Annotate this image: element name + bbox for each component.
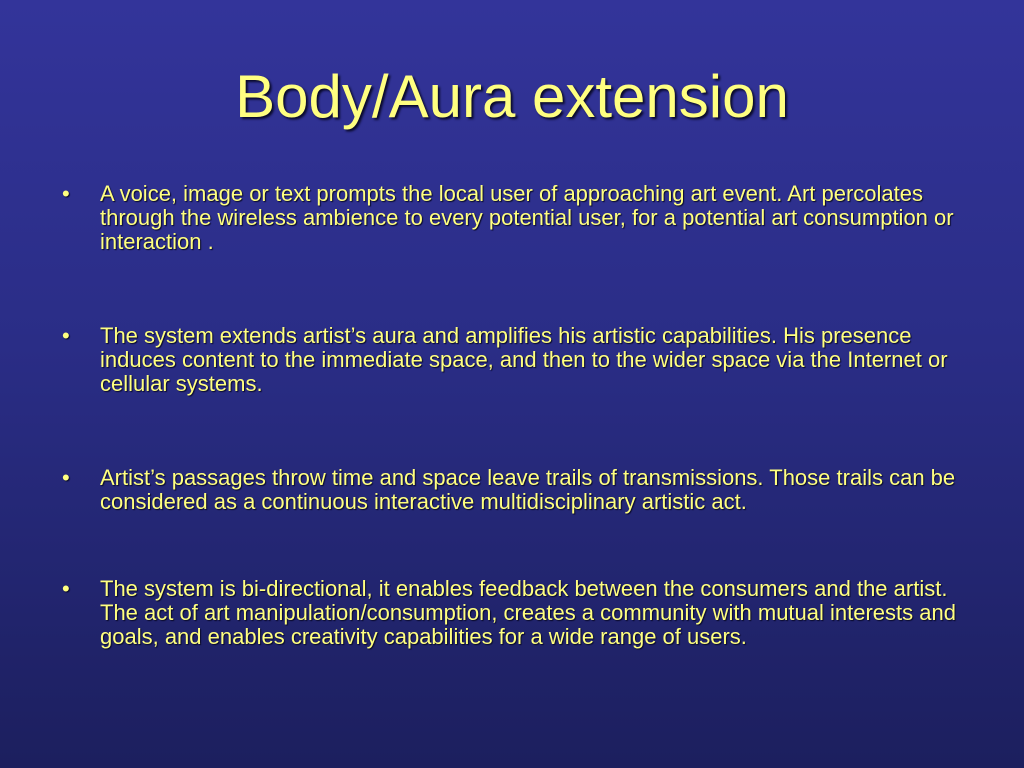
bullet-item bbox=[62, 466, 962, 514]
bullet-text: A voice, image or text prompts the local user of approaching art event. Art percolates through the wireless ambience to every potential user, for a potential art consumption or interaction . bbox=[100, 181, 954, 254]
bullet-item bbox=[62, 577, 962, 649]
bullet-marker: • bbox=[62, 323, 70, 348]
bullet-text: The system is bi-directional, it enables feedback between the consumers and the artist. The act of art manipulation/consumption, creates a community with mutual interests and goals, and enables creativity capabilities for a wide range of users. bbox=[100, 576, 956, 649]
bullet-marker: • bbox=[62, 181, 70, 206]
bullet-item bbox=[62, 324, 962, 396]
bullet-text: The system extends artist’s aura and amplifies his artistic capabilities. His presence induces content to the immediate space, and then to the wider space via the Internet or cellular systems. bbox=[100, 323, 948, 396]
bullet-marker: • bbox=[62, 576, 70, 601]
bullet-text: Artist’s passages throw time and space leave trails of transmissions. Those trails can be considered as a continuous interactive multidisciplinary artistic act. bbox=[100, 465, 956, 514]
bullet-item bbox=[62, 182, 962, 254]
slide-title: Body/Aura extension bbox=[235, 63, 789, 130]
bullet-marker: • bbox=[62, 465, 70, 490]
